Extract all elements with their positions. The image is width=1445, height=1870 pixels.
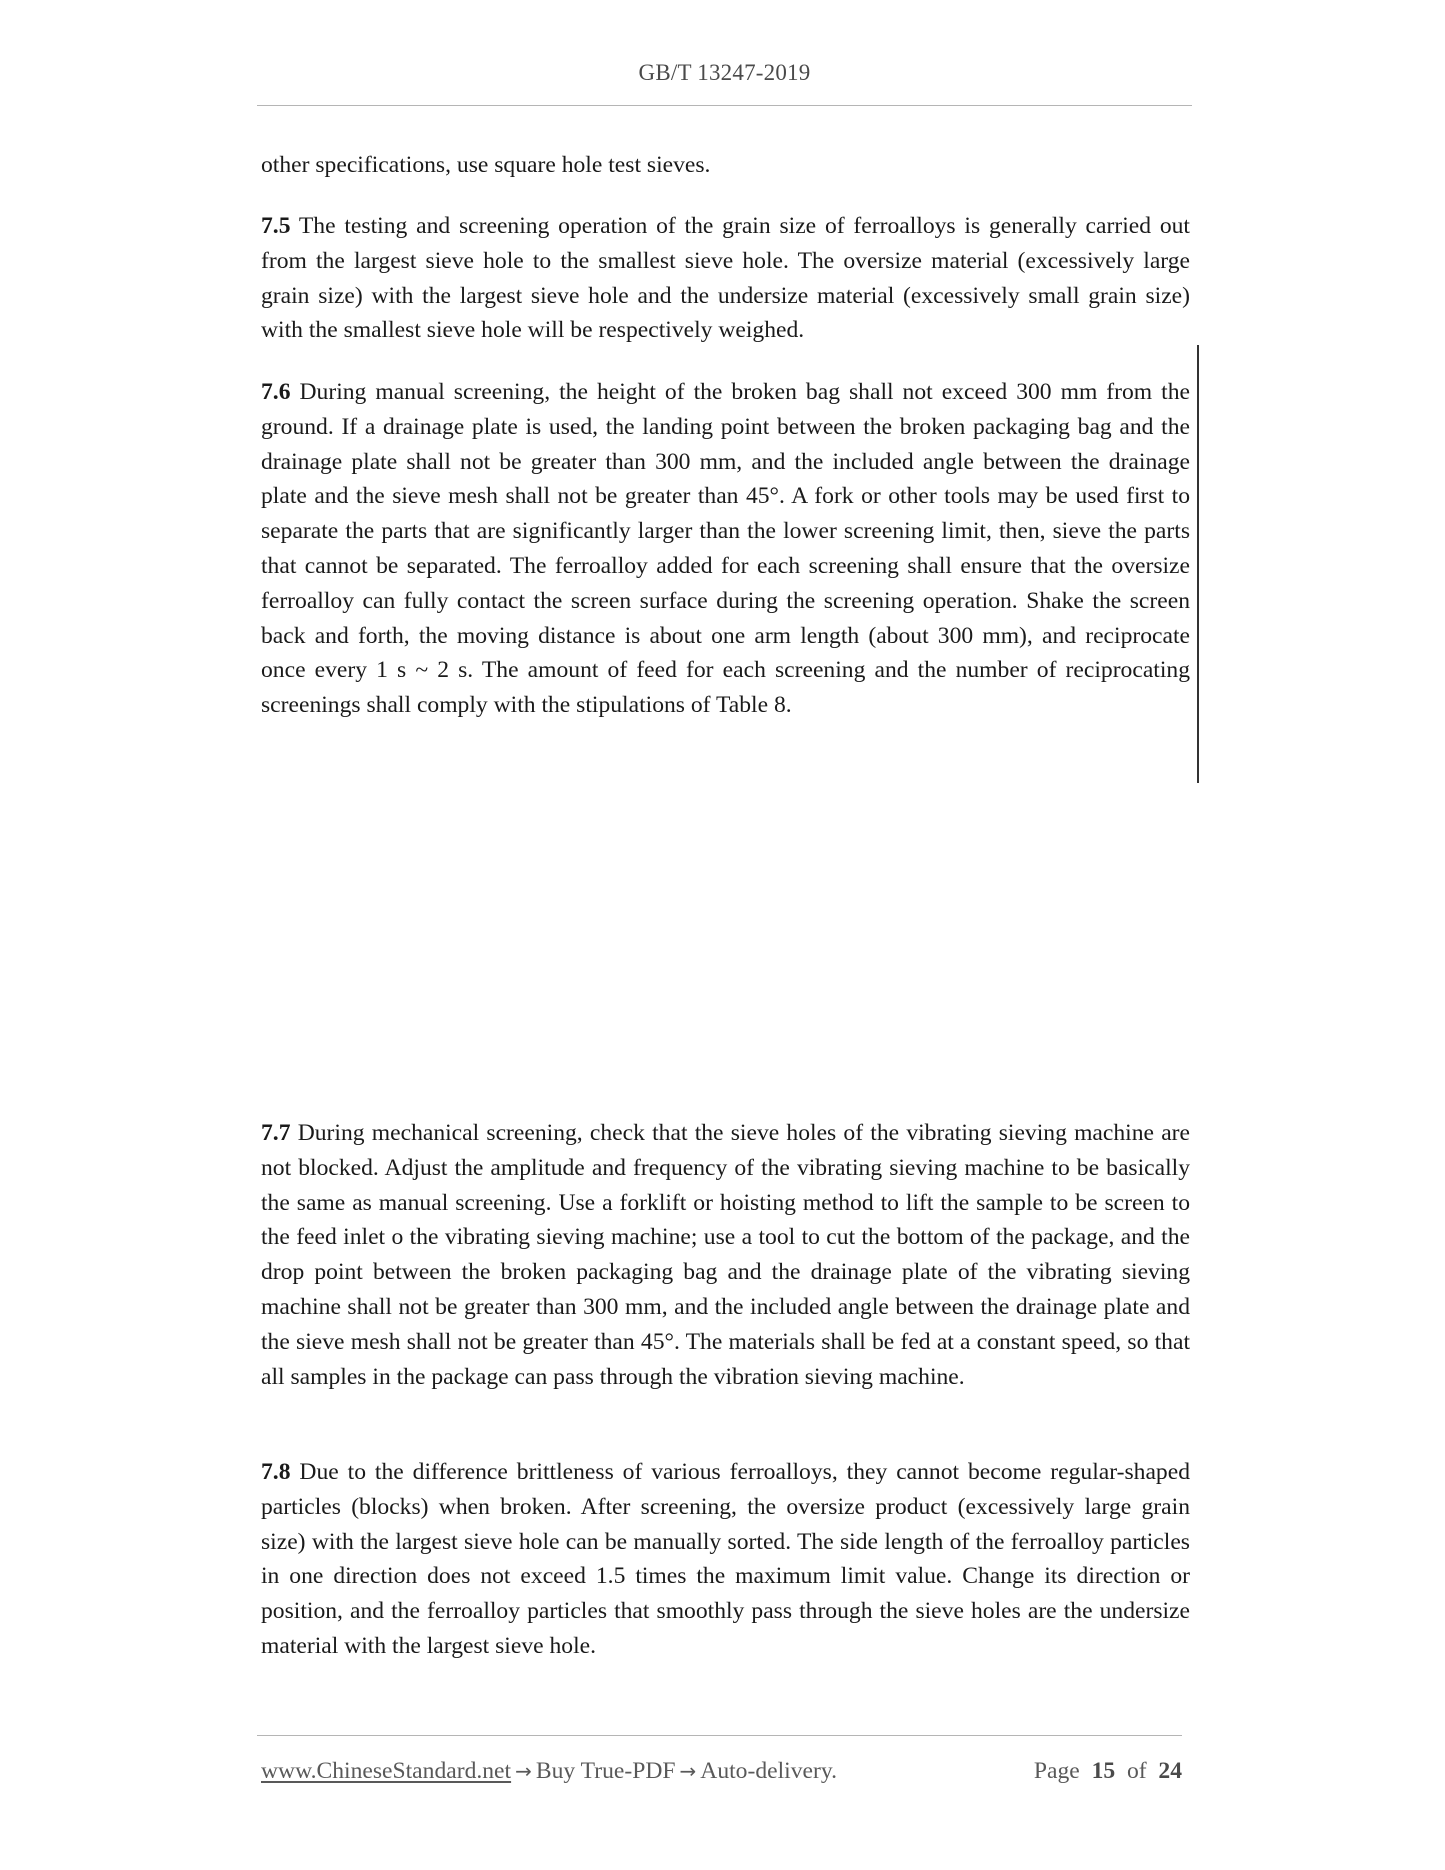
site-link[interactable]: www.ChineseStandard.net (261, 1758, 512, 1784)
clause-text-7-5: The testing and screening operation of the grain size of ferroalloys is generally carried out from the largest sieve hole to the smallest sieve hole. The oversize material (excessively large grain size) with the largest sieve hole and the undersize material (excessively small grain size) with the smallest sieve hole will be respectively weighed. (261, 213, 1190, 344)
page-of: of (1126, 1758, 1147, 1784)
clause-number-7-5: 7.5 (261, 213, 291, 239)
clause-number-7-7: 7.7 (261, 1120, 291, 1146)
footer-divider (257, 1735, 1182, 1736)
page-header: GB/T 13247-2019 (638, 60, 811, 85)
paragraph-7-7 (261, 1116, 1190, 1394)
header-divider (257, 105, 1192, 106)
page-current: 15 (1091, 1758, 1116, 1784)
clause-text-7-7: During mechanical screening, check that the sieve holes of the vibrating sieving machine are not blocked. Adjust the amplitude and frequency of the vibrating sieving machine to be basically the same as manual screening. Use a forklift or hoisting method to lift the sample to be screen to the feed inlet o the vibrating sieving machine; use a tool to cut the bottom of the package, and the drop point between the broken packaging bag and the drainage plate of the vibrating sieving machine shall not be greater than 300 mm, and the included angle between the drainage plate and the sieve mesh shall not be greater than 45°. The materials shall be fed at a constant speed, so that all samples in the package can pass through the vibration sieving machine. (261, 1120, 1190, 1390)
revision-bar (1197, 345, 1199, 783)
paragraph-7-8 (261, 1455, 1190, 1664)
arrow-right-icon: → (515, 1759, 532, 1783)
auto-delivery-text: Auto-delivery. (700, 1758, 837, 1784)
clause-text-7-6: During manual screening, the height of the broken bag shall not exceed 300 mm from the ground. If a drainage plate is used, the landing point between the broken packaging bag and the drainage plate shall not be greater than 300 mm, and the included angle between the drainage plate and the sieve mesh shall not be greater than 45°. A fork or other tools may be used first to separate the parts that are significantly larger than the lower screening limit, then, sieve the parts that cannot be separated. The ferroalloy added for each screening shall ensure that the oversize ferroalloy can fully contact the screen surface during the screening operation. Shake the screen back and forth, the moving distance is about one arm length (about 300 mm), and reciprocate once every 1 s ~ 2 s. The amount of feed for each screening and the number of reciprocating screenings shall comply with the stipulations of Table 8. (261, 379, 1190, 719)
page-footer (261, 1758, 1182, 1785)
buy-pdf-text: Buy True-PDF (535, 1758, 676, 1784)
page-total: 24 (1158, 1758, 1182, 1784)
page-indicator (1034, 1758, 1182, 1785)
clause-text-7-8: Due to the difference brittleness of various ferroalloys, they cannot become regular-shaped particles (blocks) when broken. After screening, the oversize product (excessively large grain size) with the largest sieve hole can be manually sorted. The side length of the ferroalloy particles in one direction does not exceed 1.5 times the maximum limit value. Change its direction or position, and the ferroalloy particles that smoothly pass through the sieve holes are the undersize material with the largest sieve hole. (261, 1459, 1190, 1659)
clause-number-7-8: 7.8 (261, 1459, 291, 1485)
page-label: Page (1033, 1758, 1080, 1784)
clause-number-7-6: 7.6 (261, 379, 291, 405)
paragraph-7-5 (261, 209, 1190, 348)
arrow-right-icon: → (679, 1759, 697, 1783)
paragraph-7-6 (261, 375, 1190, 723)
paragraph-intro: other specifications, use square hole test sieves. (261, 152, 711, 178)
